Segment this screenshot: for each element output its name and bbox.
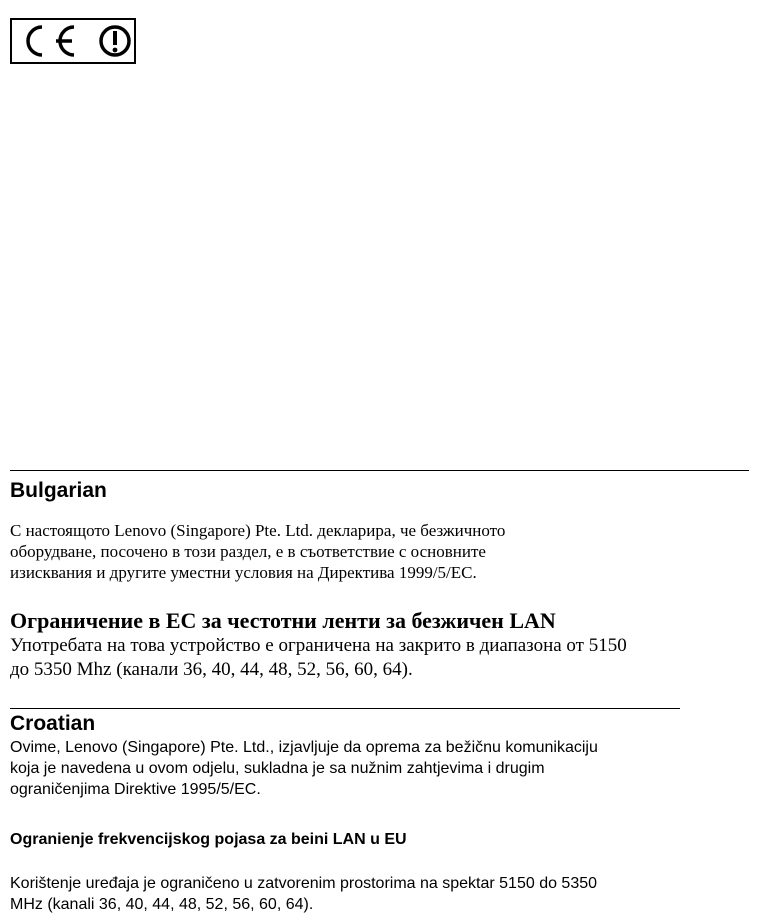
section-divider	[10, 470, 749, 471]
text-line: изисквания и другите уместни условия на Директива 1999/5/EC.	[10, 563, 477, 582]
bulgarian-declaration	[10, 520, 505, 583]
croatian-declaration	[10, 737, 598, 800]
bulgarian-restriction-text	[10, 634, 627, 682]
croatian-restriction-heading: Ogranienje frekvencijskog pojasa za beini LAN u EU	[10, 831, 407, 848]
section-heading-croatian: Croatian	[10, 712, 96, 735]
ce-alert-symbol-icon	[12, 20, 134, 62]
text-line: koja je navedena u ovom odjelu, sukladna je sa nužnim zahtjevima i drugim	[10, 760, 545, 777]
croatian-restriction-text	[10, 873, 597, 915]
text-line: оборудване, посочено в този раздел, е в съответствие с основните	[10, 542, 486, 561]
bulgarian-restriction-heading: Ограничение в ЕС за честотни ленти за безжичен LAN	[10, 608, 556, 633]
text-line: ograničenjima Direktive 1995/5/EC.	[10, 781, 261, 798]
text-line: до 5350 Mhz (канали 36, 40, 44, 48, 52, 56, 60, 64).	[10, 659, 413, 680]
text-line: MHz (kanali 36, 40, 44, 48, 52, 56, 60, 64).	[10, 896, 314, 913]
text-line: Употребата на това устройство е ограничена на закрито в диапазона от 5150	[10, 635, 627, 656]
text-line: Korištenje uređaja je ograničeno u zatvorenim prostorima na spektar 5150 do 5350	[10, 875, 598, 892]
text-line: С настоящото Lenovo (Singapore) Pte. Ltd. декларира, че безжичното	[10, 521, 506, 540]
ce-mark-logo	[10, 18, 136, 64]
section-heading-bulgarian: Bulgarian	[10, 479, 107, 502]
text-line: Ovime, Lenovo (Singapore) Pte. Ltd., izjavljuje da oprema za bežičnu komunikaciju	[10, 739, 598, 756]
section-divider	[10, 708, 680, 709]
